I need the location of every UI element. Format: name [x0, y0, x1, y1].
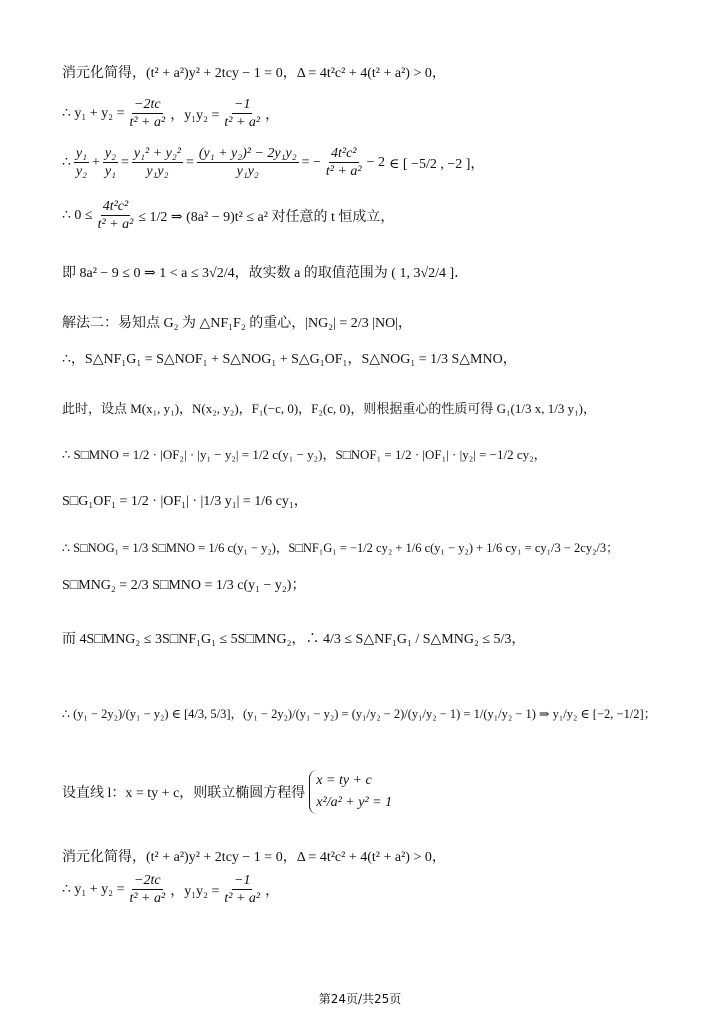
- line-7: [62, 348, 680, 368]
- numerator: y₁: [75, 146, 88, 161]
- numerator: −1: [234, 97, 251, 112]
- text: 消元化简得，(t² + a²)y² + 2tcy − 1 = 0，Δ = 4t²c² + 4(t² + a²) > 0，: [62, 66, 446, 81]
- equation-system: [309, 770, 392, 814]
- fraction: [197, 145, 299, 180]
- text: ∴，S△NF₁G₁ = S△NOF₁ + S△NOG₁ + S△G₁OF₁，S△NOG₁ = 1/3 S△MNO，: [62, 352, 517, 367]
- equals: =: [121, 154, 129, 170]
- numerator: −1: [234, 873, 251, 888]
- text: 此时，设点 M(x₁, y₁)，N(x₂, y₂)，F₁(−c, 0)，F₂(c, 0)，则根据重心的性质可得 G₁(1/3 x, 1/3 y₁)，: [62, 401, 596, 416]
- line-6: [62, 312, 680, 332]
- text: ∴ y₁ + y₂ =: [62, 106, 125, 121]
- fraction: [222, 96, 262, 131]
- fraction: [127, 96, 167, 131]
- numerator: 4t²c²: [102, 199, 129, 214]
- text: 解法二：易知点 G₂ 为 △NF₁F₂ 的重心，|NG₂| = 2/3 |NO|，: [62, 316, 413, 331]
- numerator: (y₁ + y₂)² − 2y₁y₂: [198, 146, 297, 161]
- fraction: [74, 145, 89, 180]
- equation-1: x = ty + c: [316, 773, 372, 788]
- line-10: [62, 490, 680, 510]
- denominator: y₁y₂: [236, 164, 259, 179]
- numerator: y₂: [104, 146, 117, 161]
- text: ≤ 1/2 ⇒ (8a² − 9)t² ≤ a² 对任意的 t 恒成立，: [138, 209, 395, 225]
- line-2: [62, 96, 680, 131]
- denominator: t² + a²: [325, 164, 362, 179]
- comma: ，: [265, 107, 280, 123]
- text: − 2: [366, 154, 386, 170]
- text: ，y₁y₂ =: [170, 107, 220, 123]
- denominator: t² + a²: [97, 217, 134, 232]
- text: 即 8a² − 9 ≤ 0 ⇒ 1 < a ≤ 3√2/4，故实数 a 的取值范围为 ( 1, 3√2/4 ]．: [62, 266, 469, 281]
- denominator: y₂: [75, 164, 88, 179]
- line-8: [62, 398, 680, 417]
- fraction: [127, 872, 167, 907]
- fraction: [132, 145, 183, 180]
- text: 设直线 l：x = ty + c，则联立椭圆方程得: [62, 786, 306, 801]
- denominator: y₁y₂: [146, 164, 169, 179]
- equation-2: x²/a² + y² = 1: [316, 795, 393, 810]
- line-4: [62, 198, 680, 233]
- denominator: t² + a²: [129, 115, 166, 130]
- text: ∴ y₁ + y₂ =: [62, 882, 125, 897]
- fraction: [96, 198, 136, 233]
- text: 而 4S□MNG₂ ≤ 3S□NF₁G₁ ≤ 5S□MNG₂，∴ 4/3 ≤ S△NF₁G₁ / S△MNG₂ ≤ 5/3，: [62, 632, 526, 647]
- line-17: [62, 872, 680, 907]
- fraction: [324, 145, 364, 180]
- numerator: y₁² + y₂²: [133, 146, 181, 161]
- line-12: [62, 574, 680, 594]
- equals: = −: [301, 154, 321, 170]
- text: ∴: [62, 155, 71, 170]
- text: ∴ S□MNO = 1/2 · |OF₂| · |y₁ − y₂| = 1/2 c(y₁ − y₂)，S□NOF₁ = 1/2 · |OF₁| · |y₂| = −1/2 cy₂，: [62, 447, 547, 462]
- text: ∈ [ −5/2 , −2 ]，: [389, 156, 485, 172]
- denominator: t² + a²: [224, 891, 261, 906]
- text: 消元化简得，(t² + a²)y² + 2tcy − 1 = 0，Δ = 4t²c² + 4(t² + a²) > 0，: [62, 850, 446, 865]
- line-16: [62, 846, 680, 866]
- line-13: [62, 628, 680, 648]
- text: ∴ 0 ≤: [62, 208, 93, 223]
- text: ∴ (y₁ − 2y₂)/(y₁ − y₂) ∈ [4/3, 5/3]，(y₁ − 2y₂)/(y₁ − y₂) = (y₁/y₂ − 2)/(y₁/y₂ − 1) = 1/(y₁/y₂ − 1) ⇒ y₁/y₂ ∈ [−2, −1/2]；: [62, 707, 657, 721]
- line-3: [62, 145, 680, 180]
- numerator: 4t²c²: [331, 146, 357, 161]
- text: ，y₁y₂ =: [170, 883, 220, 899]
- line-5: [62, 262, 680, 282]
- line-15: [62, 770, 680, 814]
- denominator: t² + a²: [224, 115, 261, 130]
- numerator: −2tc: [134, 873, 161, 888]
- denominator: y₁: [104, 164, 117, 179]
- numerator: −2tc: [134, 97, 161, 112]
- text: S□G₁OF₁ = 1/2 · |OF₁| · |1/3 y₁| = 1/6 cy₁，: [62, 494, 308, 509]
- line-11: [62, 538, 680, 556]
- line-9: [62, 444, 680, 463]
- fraction: [222, 872, 262, 907]
- line-1: [62, 62, 680, 82]
- text: S□MNG₂ = 2/3 S□MNO = 1/3 c(y₁ − y₂)；: [62, 578, 306, 593]
- comma: ，: [265, 883, 280, 899]
- equals: =: [185, 154, 194, 170]
- page-footer: 第24页/共25页: [318, 992, 402, 1006]
- denominator: t² + a²: [129, 891, 166, 906]
- text: ∴ S□NOG₁ = 1/3 S□MNO = 1/6 c(y₁ − y₂)，S□NF₁G₁ = −1/2 cy₂ + 1/6 c(y₁ − y₂) + 1/6 cy₁ = cy₁/3 − 2cy₂/3；: [62, 541, 619, 555]
- fraction: [103, 145, 118, 180]
- plus: +: [92, 154, 100, 170]
- line-14: [62, 704, 680, 722]
